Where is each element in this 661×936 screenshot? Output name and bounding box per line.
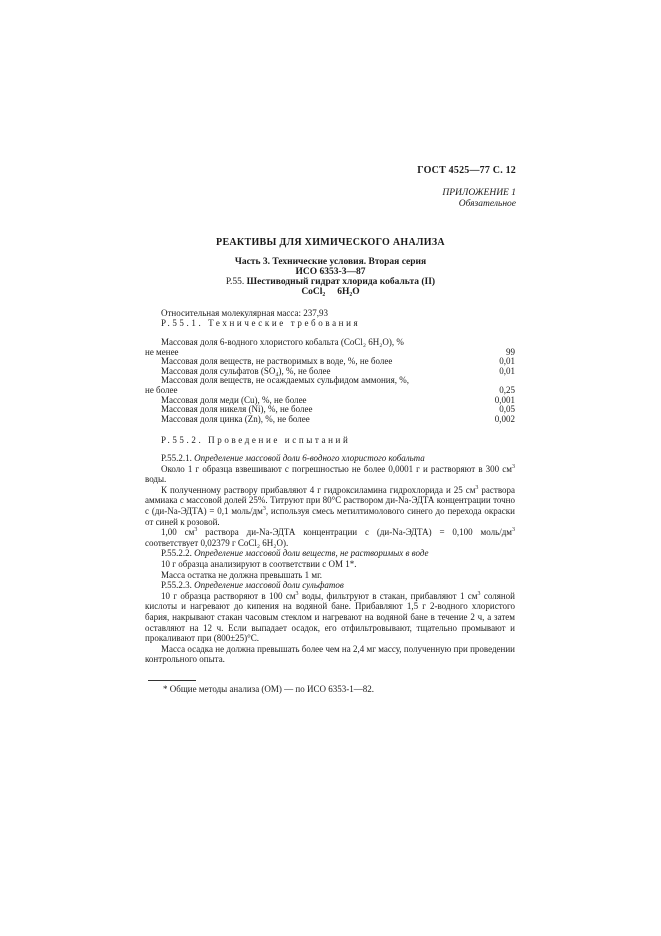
requirement-label: Массовая доля меди (Cu), %, не более: [161, 394, 307, 405]
test-3-paragraph-b: Масса осадка не должна превышать более чем на 2,4 мг массу, полученную при проведении контрольного опыта.: [145, 643, 515, 665]
requirement-value: 0,002: [494, 413, 515, 424]
test-2-paragraph-b: Масса остатка не должна превышать 1 мг.: [161, 569, 323, 580]
requirement-label: Массовая доля 6-водного хлористого кобальта (CoCl₂ 6H₂O), %: [161, 337, 404, 347]
requirement-label: Массовая доля сульфатов (SO₄), %, не более: [161, 365, 331, 376]
requirement-label: Массовая доля никеля (Ni), %, не более: [161, 404, 313, 415]
requirement-label: Массовая доля веществ, не осаждаемых сульфидом аммония, %,: [161, 375, 410, 386]
test-3-paragraph-a: 10 г образца растворяют в 100 $см^3$ воды, фильтруют в стакан, прибавляют 1 $см^3$ соляной кислоты и нагревают до кипения на водяной бане. Прибавляют 1,5 г 2-водного хлористого бария, накрывают стакан часовым стеклом и нагревают на водяной бане в течение 2 ч, а затем оставляют на 12 ч. Если выпадает осадок, его отфильтровывают, тщательно промывают и прокаливают при (800±25)°С.: [145, 590, 516, 644]
requirement-row: [145, 347, 515, 357]
requirement-label: не более: [145, 384, 178, 395]
requirement-row: [145, 356, 515, 366]
appendix-status: Обязательное: [458, 199, 516, 209]
reagent-formula: [0, 287, 661, 297]
requirements-list: [145, 337, 515, 423]
requirement-row: [145, 395, 515, 405]
molar-mass: Относительная молекулярная масса: 237,93: [161, 308, 328, 318]
test-2-heading: Р.55.2.2. Определение массовой доли веществ, не растворимых в воде: [161, 548, 429, 559]
footnote: * Общие методы анализа (ОМ) — по ИСО 6353-1—82.: [163, 684, 374, 694]
reagent-code: Р.55.: [225, 277, 245, 287]
test-1-paragraph-b: К полученному раствору прибавляют 4 г гидроксиламина гидрохлорида и 25 $см^3$ раствора аммиака с массовой долей 25%. Титруют при 80°С раствором ди-Na-ЭДТА концентрации точно с (ди-Na-ЭДТА) = 0,1 моль/$дм^3$, используя смесь метилтимолового синего до перехода окраски от синей к розовой.: [145, 484, 516, 527]
formula-right: 6H₂O: [337, 287, 360, 297]
requirement-value: 0,01: [499, 365, 515, 376]
requirement-label: Массовая доля цинка (Zn), %, не более: [161, 413, 310, 424]
tests-body: [145, 453, 515, 665]
footnote-divider: [148, 680, 196, 681]
requirement-row: [145, 375, 515, 385]
part-title: Часть 3. Технические условия. Вторая серия: [234, 257, 427, 267]
requirement-label: не менее: [145, 346, 179, 357]
requirement-label: Массовая доля веществ, не растворимых в воде, %, не более: [161, 356, 393, 367]
test-1-paragraph-c: 1,00 $см^3$ раствора ди-Na-ЭДТА концентрации с (ди-Na-ЭДТА) = 0,100 моль/$дм^3$ соответствует 0,02379 г CoCl₂ 6H₂O).: [145, 527, 515, 548]
test-1-heading: Р.55.2.1. Определение массовой доли 6-водного хлористого кобальта: [161, 453, 425, 463]
requirement-row: [145, 414, 515, 424]
formula-left: CoCl₂: [301, 287, 326, 297]
requirement-value: 99: [506, 346, 515, 357]
requirement-value: 0,25: [499, 384, 515, 395]
document-title: РЕАКТИВЫ ДЛЯ ХИМИЧЕСКОГО АНАЛИЗА: [216, 237, 445, 248]
standard-page-header: ГОСТ 4525—77 С. 12: [417, 165, 516, 176]
section-tests-heading: Р.55.2. Проведение испытаний: [161, 435, 351, 445]
iso-number: ИСО 6353-3—87: [295, 267, 366, 277]
requirement-row: [145, 385, 515, 395]
section-requirements-heading: Р.55.1. Технические требования: [161, 318, 361, 328]
appendix-label: ПРИЛОЖЕНИЕ 1: [442, 188, 516, 198]
requirement-value: 0,05: [499, 404, 515, 415]
requirement-value: 0,001: [494, 394, 515, 405]
test-3-heading: Р.55.2.3. Определение массовой доли сульфатов: [161, 580, 344, 591]
test-1-paragraph-a: Около 1 г образца взвешивают с погрешностью не более 0,0001 г и растворяют в 300 $см^3$ воды.: [145, 463, 515, 485]
test-2-paragraph-a: 10 г образца анализируют в соответствии с ОМ 1*.: [161, 558, 357, 569]
requirement-value: 0,01: [499, 356, 515, 367]
requirement-row: [145, 366, 515, 376]
requirement-row: [145, 337, 515, 347]
requirement-row: [145, 404, 515, 414]
reagent-title: [0, 277, 661, 287]
reagent-name: Шестиводный гидрат хлорида кобальта (II): [246, 277, 436, 287]
